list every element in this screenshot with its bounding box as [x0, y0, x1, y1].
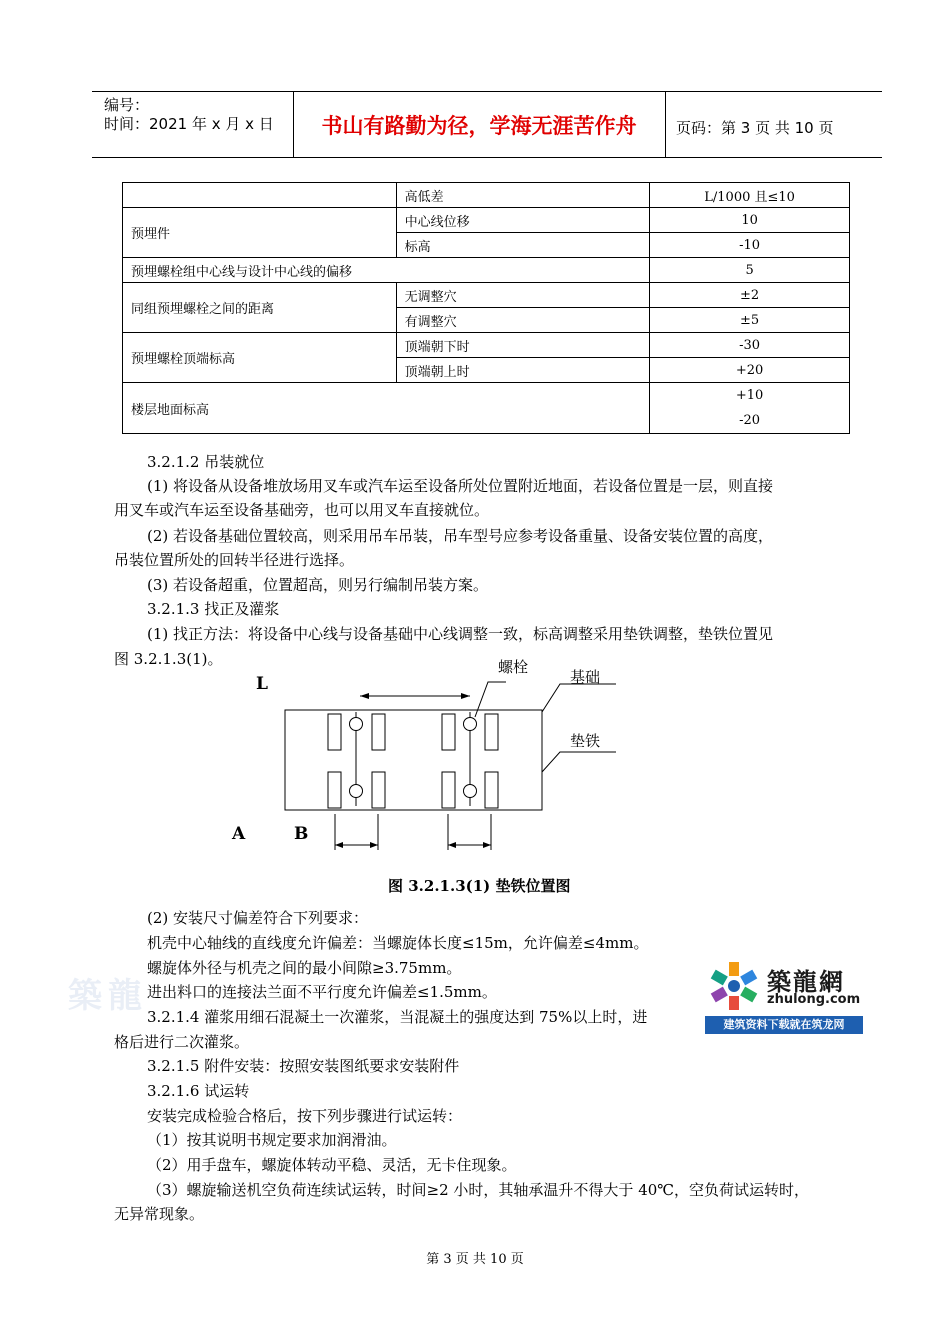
table-value: +10 — [735, 388, 764, 403]
shim-block — [372, 772, 385, 808]
paragraph: 安装完成检验合格后，按下列步骤进行试运转： — [147, 1107, 463, 1125]
shim-block — [328, 714, 341, 750]
section-heading: 3.2.1.3 找正及灌浆 — [147, 600, 280, 618]
table-cell: 5 — [650, 258, 850, 283]
table-cell: +20 — [650, 358, 850, 383]
paragraph: （3）螺旋输送机空负荷连续试运转，时间≥2 小时，其轴承温升不得大于 40℃，空负荷试运转时， — [147, 1181, 810, 1199]
table-row — [123, 283, 850, 308]
header-time-label: 时间：2021 年 x 月 x 日 — [104, 115, 274, 133]
table-row — [123, 383, 850, 434]
zhulong-snowflake-icon — [705, 958, 763, 1014]
bolt-circle — [464, 718, 477, 731]
paragraph: 图 3.2.1.3(1)。 — [114, 650, 223, 668]
table-cell: 有调整穴 — [396, 308, 650, 333]
figure-label-shim: 垫铁 — [570, 732, 601, 750]
table-row — [123, 258, 850, 283]
tolerance-table — [122, 182, 850, 434]
paragraph: 进出料口的连接法兰面不平行度允许偏差≤1.5mm。 — [147, 983, 497, 1001]
table-cell: 预埋件 — [123, 208, 397, 258]
table-cell: -10 — [650, 233, 850, 258]
section-heading: 3.2.1.2 吊装就位 — [147, 453, 265, 471]
shim-block — [442, 772, 455, 808]
shim-block — [485, 772, 498, 808]
table-cell: 无调整穴 — [396, 283, 650, 308]
table-cell: 中心线位移 — [396, 208, 650, 233]
paragraph: 3.2.1.4 灌浆用细石混凝土一次灌浆，当混凝土的强度达到 75%以上时，进 — [147, 1008, 648, 1026]
page-footer: 第 3 页 共 10 页 — [426, 1252, 524, 1267]
paragraph: （1）按其说明书规定要求加润滑油。 — [147, 1131, 397, 1149]
logo-tagline: 建筑资料下载就在筑龙网 — [705, 1016, 863, 1034]
base-outline — [285, 710, 542, 810]
figure-label-base: 基础 — [570, 668, 601, 686]
arrow-head — [360, 693, 369, 699]
table-cell: L/1000 且≤10 — [650, 183, 850, 208]
shim-block — [442, 714, 455, 750]
table-cell: -30 — [650, 333, 850, 358]
paragraph: 用叉车或汽车运至设备基础旁，也可以用叉车直接就位。 — [114, 501, 490, 519]
arrow-head — [335, 842, 343, 848]
arrow-head — [461, 693, 470, 699]
header-top-rule — [92, 91, 882, 92]
table-row — [123, 208, 850, 233]
header-number-label: 编号： — [104, 96, 150, 114]
table-cell: 楼层地面标高 — [123, 383, 650, 434]
figure-label-bolt: 螺栓 — [498, 658, 529, 676]
paragraph: (3) 若设备超重，位置超高，则另行编制吊装方案。 — [147, 576, 489, 594]
logo-url: zhulong.com — [767, 992, 861, 1007]
table-cell — [123, 183, 397, 208]
table-cell: 高低差 — [396, 183, 650, 208]
table-cell: 预埋螺栓组中心线与设计中心线的偏移 — [123, 258, 650, 283]
figure-label-L: L — [256, 674, 268, 694]
shim-block — [372, 714, 385, 750]
paragraph: (1) 找正方法：将设备中心线与设备基础中心线调整一致，标高调整采用垫铁调整，垫铁位置见 — [147, 625, 774, 643]
table-row — [123, 333, 850, 358]
header-page-label: 页码：第 3 页 共 10 页 — [676, 119, 834, 137]
arrow-head — [483, 842, 491, 848]
table-row — [123, 183, 850, 208]
shim-block — [485, 714, 498, 750]
bolt-circle — [464, 785, 477, 798]
figure-label-A: A — [232, 824, 246, 844]
table-cell: 同组预埋螺栓之间的距离 — [123, 283, 397, 333]
arrow-head — [370, 842, 378, 848]
paragraph: 吊装位置所处的回转半径进行选择。 — [114, 551, 355, 569]
table-cell: 顶端朝下时 — [396, 333, 650, 358]
leader-line-bolt — [475, 682, 506, 717]
section-heading: 3.2.1.6 试运转 — [147, 1082, 250, 1100]
paragraph: （2）用手盘车，螺旋体转动平稳、灵活，无卡住现象。 — [147, 1156, 517, 1174]
header-bottom-rule — [92, 157, 882, 158]
table-cell — [650, 383, 850, 434]
paragraph: (2) 安装尺寸偏差符合下列要求： — [147, 909, 369, 927]
table-cell: 预埋螺栓顶端标高 — [123, 333, 397, 383]
figure-label-B: B — [294, 824, 309, 844]
table-cell: ±5 — [650, 308, 850, 333]
bolt-circle — [350, 718, 363, 731]
paragraph: 机壳中心轴线的直线度允许偏差：当螺旋体长度≤15m，允许偏差≤4mm。 — [147, 934, 649, 952]
figure-caption: 图 3.2.1.3(1) 垫铁位置图 — [388, 877, 571, 895]
paragraph: 格后进行二次灌浆。 — [114, 1033, 250, 1051]
paragraph: 无异常现象。 — [114, 1205, 205, 1223]
leader-line-shim — [542, 752, 616, 772]
paragraph: 3.2.1.5 附件安装：按照安装图纸要求安装附件 — [147, 1057, 460, 1075]
zhulong-logo — [705, 958, 863, 1036]
table-value: -20 — [739, 413, 761, 428]
header-motto: 书山有路勤为径，学海无涯苦作舟 — [321, 114, 637, 138]
table-cell: ±2 — [650, 283, 850, 308]
paragraph: (1) 将设备从设备堆放场用叉车或汽车运至设备所处位置附近地面，若设备位置是一层，则直接 — [147, 477, 774, 495]
header-divider — [665, 91, 666, 158]
shim-block — [328, 772, 341, 808]
bolt-circle — [350, 785, 363, 798]
paragraph: (2) 若设备基础位置较高，则采用吊车吊装，吊车型号应参考设备重量、设备安装位置的高度， — [147, 527, 774, 545]
logo-name: 築龍網 — [767, 967, 845, 996]
arrow-head — [448, 842, 456, 848]
table-cell: 顶端朝上时 — [396, 358, 650, 383]
paragraph: 螺旋体外径与机壳之间的最小间隙≥3.75mm。 — [147, 959, 462, 977]
table-cell: 10 — [650, 208, 850, 233]
table-cell: 标高 — [396, 233, 650, 258]
watermark-text: 築龍 — [68, 976, 148, 1016]
leader-line-base — [542, 684, 616, 712]
